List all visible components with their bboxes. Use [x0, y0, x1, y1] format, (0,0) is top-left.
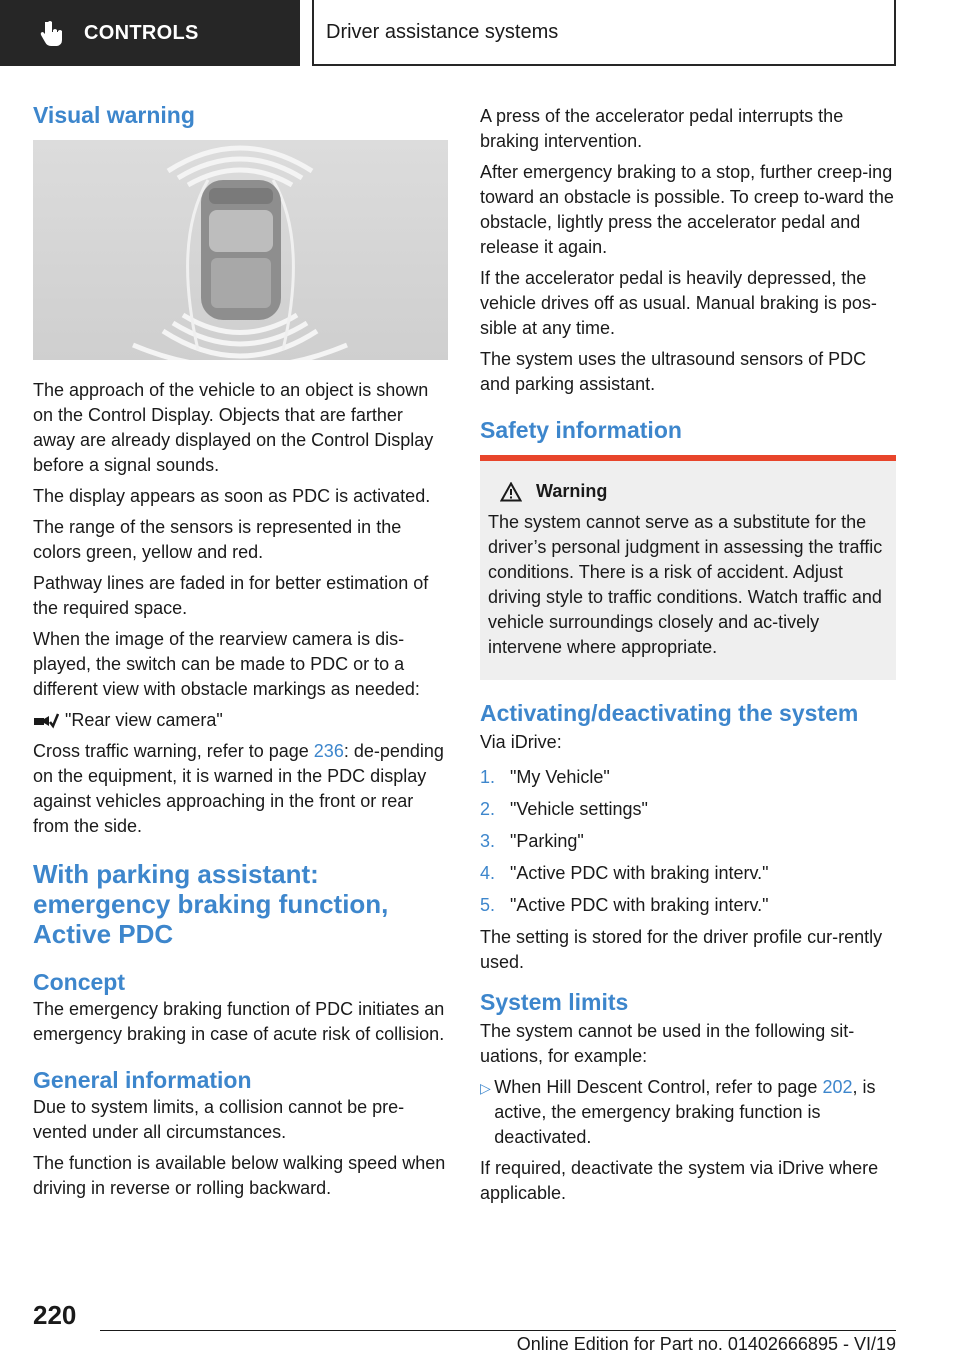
step-text: "My Vehicle" [510, 767, 610, 787]
step-text: "Active PDC with braking interv." [510, 895, 769, 915]
edition-footer: Online Edition for Part no. 01402666895 - VI/19 [516, 1334, 896, 1354]
limits-list [480, 1075, 896, 1150]
step-number: 2. [480, 799, 496, 819]
cross-traffic-text: Cross traffic warning, refer to page [33, 741, 314, 761]
list-item [480, 1075, 896, 1150]
safety-information-heading: Safety information [480, 417, 682, 443]
page-number: 220 [33, 1300, 77, 1330]
left-column [33, 100, 448, 1207]
list-item [480, 793, 896, 825]
list-item [480, 761, 896, 793]
approach-paragraph: The approach of the vehicle to an object is shown on the Control Display. Objects that are farther away are already displayed on the Control Display before a signal sounds. [33, 380, 434, 475]
activating-heading: Activating/deactivating the system [480, 700, 859, 726]
concept-paragraph: The emergency braking function of PDC initiates an emergency braking in case of acute risk of collision. [33, 999, 445, 1044]
list-item [480, 889, 896, 921]
sensor-range-paragraph: The range of the sensors is represented in the colors green, yellow and red. [33, 517, 402, 562]
heavy-depress-paragraph: If the accelerator pedal is heavily depressed, the vehicle drives off as usual. Manual braking is pos‐sible at any time. [480, 268, 877, 338]
pdc-display-illustration [33, 140, 448, 360]
deactivate-paragraph: If required, deactivate the system via iDrive where applicable. [480, 1158, 879, 1203]
bullet-triangle-icon: ▷ [480, 1080, 491, 1096]
page-link-236[interactable]: 236 [313, 741, 344, 761]
chapter-title: Driver assistance systems [312, 0, 896, 66]
via-idrive-label: Via iDrive: [480, 732, 562, 752]
step-text: "Active PDC with braking interv." [510, 863, 769, 883]
limit-text [494, 1075, 896, 1150]
limits-intro-paragraph: The system cannot be used in the following sit‐uations, for example: [480, 1021, 855, 1066]
warning-title-text: Warning [536, 481, 608, 501]
hand-pointer-icon [38, 18, 68, 48]
general-paragraph-1: Due to system limits, a collision cannot be pre‐vented under all circumstances. [33, 1097, 405, 1142]
parking-assistant-heading: With parking assistant: emergency braking function, Active PDC [33, 859, 389, 949]
rear-view-camera-label: "Rear view camera" [65, 710, 223, 730]
display-appears-paragraph: The display appears as soon as PDC is activated. [33, 486, 431, 506]
limit-text-start: When Hill Descent Control, refer to page [494, 1077, 823, 1097]
creep-paragraph: After emergency braking to a stop, further creep‐ing toward an obstacle is possible. To creep to‐ward the obstacle, lightly press the accelerator pedal and release it again. [480, 162, 894, 257]
section-tab[interactable] [0, 0, 300, 66]
rear-view-camera-icon [33, 710, 59, 730]
system-limits-heading: System limits [480, 989, 629, 1015]
idrive-steps [480, 761, 896, 921]
right-column [480, 100, 896, 1212]
general-information-heading: General information [33, 1067, 252, 1093]
warning-triangle-icon [500, 482, 522, 502]
setting-stored-paragraph: The setting is stored for the driver profile cur‐rently used. [480, 927, 883, 972]
rear-view-camera-item [33, 708, 448, 733]
section-label: CONTROLS [84, 21, 199, 44]
cross-traffic-text-cont: : de‐pending on the equipment, it is warned in the PDC display against vehicles approaching in the front or rear from the side. [33, 741, 444, 836]
warning-title [488, 481, 888, 502]
concept-heading: Concept [33, 969, 125, 995]
step-number: 1. [480, 767, 496, 787]
cross-traffic-paragraph [33, 739, 448, 839]
ultrasound-paragraph: The system uses the ultrasound sensors of PDC and parking assistant. [480, 349, 867, 394]
list-item [480, 825, 896, 857]
accelerator-interrupt-paragraph: A press of the accelerator pedal interrupts the braking intervention. [480, 106, 844, 151]
warning-text: The system cannot serve as a substitute for the driver’s personal judgment in assessing the traffic conditions. There is a risk of accident. Adjust driving style to traffic conditions. Watch traffic and vehicle surroundings closely and ac‐tively intervene where appropriate. [488, 512, 883, 657]
general-paragraph-2: The function is available below walking speed when driving in reverse or rolling backward. [33, 1153, 446, 1198]
footer-divider [100, 1330, 896, 1331]
step-number: 4. [480, 863, 496, 883]
step-text: "Parking" [510, 831, 584, 851]
list-item [480, 857, 896, 889]
step-number: 5. [480, 895, 496, 915]
page-link-202[interactable]: 202 [822, 1077, 853, 1097]
pathway-lines-paragraph: Pathway lines are faded in for better estimation of the required space. [33, 573, 429, 618]
warning-box [480, 455, 896, 680]
step-number: 3. [480, 831, 496, 851]
limit-text-end: , is active, the emergency braking function is deactivated. [494, 1077, 876, 1147]
visual-warning-heading: Visual warning [33, 102, 195, 128]
step-text: "Vehicle settings" [510, 799, 648, 819]
rearview-camera-paragraph: When the image of the rearview camera is dis‐played, the switch can be made to PDC or to a different view with obstacle markings as needed: [33, 629, 420, 699]
